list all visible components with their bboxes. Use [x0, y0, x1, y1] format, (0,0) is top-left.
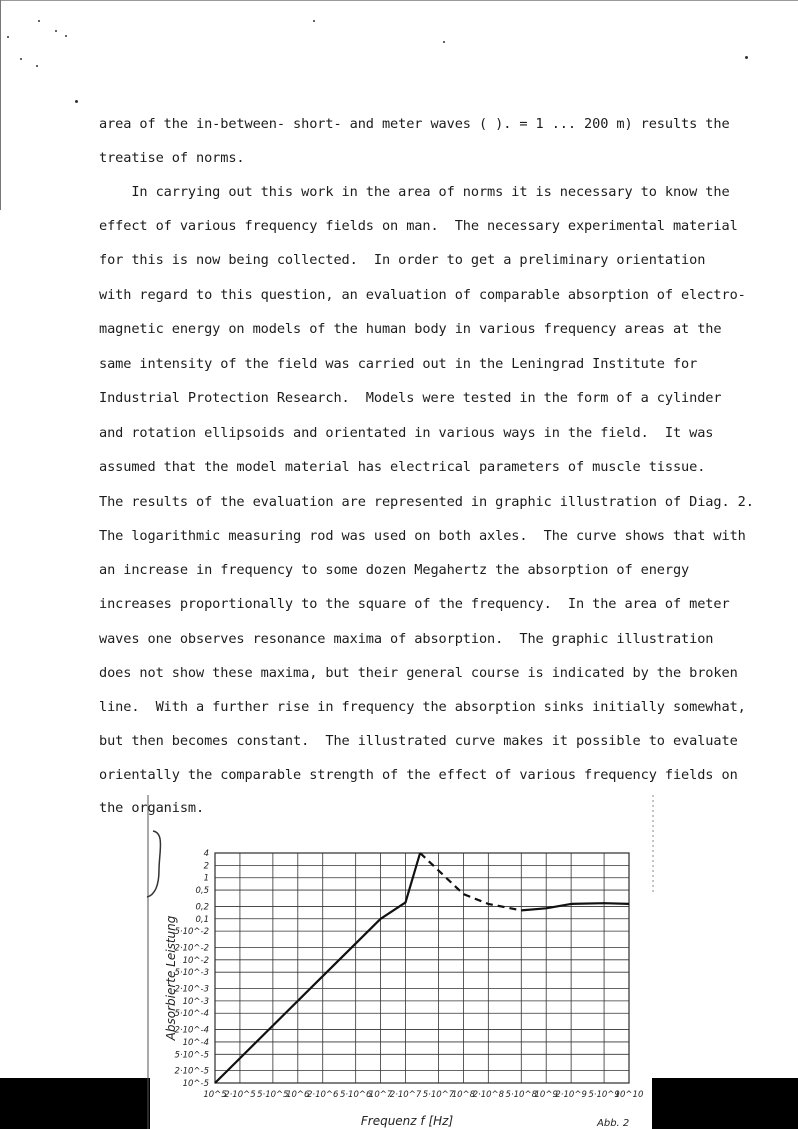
y-tick-label: 0,1	[195, 914, 209, 925]
x-tick-label: 10^7	[368, 1090, 393, 1100]
x-tick-label: 10^10	[614, 1090, 644, 1100]
text-line: increases proportionally to the square of the frequency. In the area of meter	[99, 596, 730, 612]
x-tick-label: 5·10^5	[257, 1090, 289, 1100]
x-tick-label: 10^8	[451, 1090, 476, 1100]
y-tick-label: 5·10^-3	[174, 968, 209, 979]
x-tick-label: 5·10^9	[588, 1090, 620, 1100]
text-line: waves one observes resonance maxima of absorption. The graphic illustration	[99, 631, 714, 647]
diagram-2	[145, 795, 665, 1129]
scan-speck	[65, 35, 67, 37]
figure-caption: Abb. 2	[597, 1118, 630, 1129]
x-tick-label: 2·10^7	[389, 1090, 422, 1100]
scan-speck	[7, 36, 9, 38]
y-tick-labels	[174, 849, 209, 1089]
y-tick-label: 10^-3	[182, 996, 209, 1007]
text-line: magnetic energy on models of the human body in various frequency areas at the	[99, 321, 722, 337]
scan-speck	[55, 30, 57, 32]
y-axis-label: Absorbierte Leistung	[164, 915, 178, 1041]
x-tick-label: 5·10^7	[422, 1090, 455, 1100]
x-tick-label: 2·10^9	[555, 1090, 587, 1100]
x-tick-label: 2·10^8	[472, 1090, 505, 1100]
top-rule	[0, 0, 798, 1]
y-tick-label: 1	[203, 873, 209, 884]
y-tick-label: 10^-5	[182, 1079, 209, 1089]
y-tick-label: 5·10^-4	[174, 1009, 209, 1020]
y-tick-label: 10^-2	[182, 955, 209, 966]
pasted-margin-curve	[147, 831, 161, 897]
left-margin-rule	[0, 0, 1, 210]
y-tick-label: 2·10^-2	[174, 943, 209, 954]
text-line: treatise of norms.	[99, 150, 245, 166]
text-line: with regard to this question, an evaluation of comparable absorption of electro-	[99, 287, 746, 303]
y-tick-label: 2·10^-4	[174, 1025, 209, 1036]
y-tick-label: 5·10^-2	[174, 927, 209, 938]
text-line: an increase in frequency to some dozen Megahertz the absorption of energy	[99, 562, 690, 578]
scan-speck	[75, 100, 78, 103]
y-tick-label: 5·10^-5	[174, 1050, 209, 1061]
absorption-curve-dashed	[420, 853, 521, 910]
chart-curves	[215, 853, 629, 1083]
text-line: effect of various frequency fields on man. The necessary experimental material	[99, 218, 738, 234]
chart-grid	[215, 853, 629, 1083]
x-tick-label: 2·10^5	[224, 1090, 256, 1100]
x-tick-label: 10^9	[534, 1090, 558, 1100]
scan-speck	[443, 41, 445, 43]
text-line: line. With a further rise in frequency the absorption sinks initially somewhat,	[99, 699, 746, 715]
y-tick-label: 2·10^-5	[174, 1066, 209, 1077]
scan-border-right	[652, 1078, 798, 1129]
text-line: In carrying out this work in the area of norms it is necessary to know the	[99, 184, 730, 200]
text-line: orientally the comparable strength of the effect of various frequency fields on	[99, 767, 738, 783]
scan-speck	[313, 20, 315, 22]
y-tick-label: 2	[203, 861, 209, 872]
text-line: Industrial Protection Research. Models were tested in the form of a cylinder	[99, 390, 722, 406]
absorption-curve	[215, 853, 420, 1083]
x-tick-label: 10^5	[203, 1090, 227, 1100]
scan-speck	[36, 65, 38, 67]
scan-speck	[20, 58, 22, 60]
text-line: assumed that the model material has electrical parameters of muscle tissue.	[99, 459, 706, 475]
y-tick-label: 0,5	[195, 886, 209, 897]
absorption-chart	[145, 795, 665, 1129]
text-line: area of the in-between- short- and meter waves ( ). = 1 ... 200 m) results the	[99, 116, 730, 132]
x-tick-labels	[203, 1090, 643, 1100]
x-tick-label: 10^6	[286, 1090, 310, 1100]
text-line: and rotation ellipsoids and orientated in various ways in the field. It was	[99, 425, 714, 441]
scan-speck	[745, 56, 748, 59]
text-line: for this is now being collected. In order to get a preliminary orientation	[99, 252, 706, 268]
y-tick-label: 4	[203, 849, 209, 859]
y-tick-label: 2·10^-3	[174, 984, 209, 995]
scan-border-left	[0, 1078, 150, 1129]
text-line: does not show these maxima, but their general course is indicated by the broken	[99, 665, 738, 681]
y-tick-label: 0,2	[195, 902, 209, 913]
text-line: The results of the evaluation are represented in graphic illustration of Diag. 2.	[99, 494, 754, 510]
plot-frame	[215, 853, 629, 1083]
scan-speck	[38, 20, 40, 22]
text-line: but then becomes constant. The illustrated curve makes it possible to evaluate	[99, 733, 738, 749]
x-tick-label: 2·10^6	[306, 1090, 339, 1100]
text-line: The logarithmic measuring rod was used on both axles. The curve shows that with	[99, 528, 746, 544]
x-tick-label: 5·10^6	[339, 1090, 372, 1100]
text-line: same intensity of the field was carried out in the Leningrad Institute for	[99, 356, 698, 372]
y-tick-label: 10^-4	[182, 1037, 209, 1048]
text-line: the organism.	[99, 800, 205, 816]
x-axis-label: Frequenz f [Hz]	[360, 1114, 454, 1128]
x-tick-label: 5·10^8	[505, 1090, 538, 1100]
